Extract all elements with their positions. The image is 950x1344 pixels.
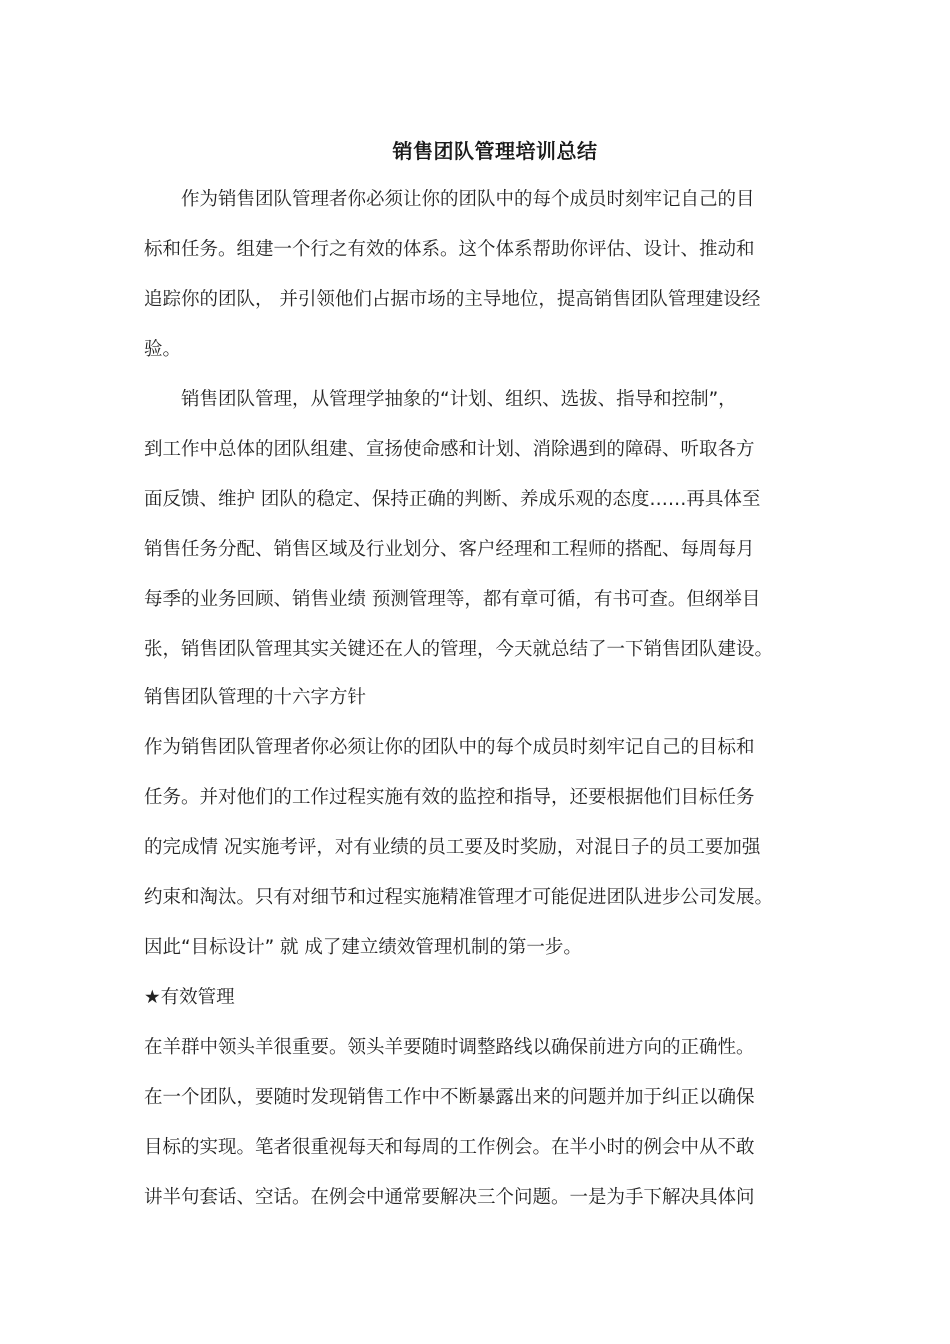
paragraph-1-line-2: 标和任务。组建一个行之有效的体系。这个体系帮助你评估、设计、推动和 [144, 239, 755, 260]
paragraph-3-line-3: 的完成情 况实施考评，对有业绩的员工要及时奖励，对混日子的员工要加强 [144, 837, 761, 858]
paragraph-2-line-3: 面反馈、维护 团队的稳定、保持正确的判断、养成乐观的态度……再具体至 [144, 489, 761, 510]
paragraph-3-line-1: 作为销售团队管理者你必须让你的团队中的每个成员时刻牢记自己的目标和 [144, 737, 755, 758]
paragraph-2-line-2: 到工作中总体的团队组建、宣扬使命感和计划、消除遇到的障碍、听取各方 [144, 439, 755, 460]
paragraph-4-line-4: 讲半句套话、空话。在例会中通常要解决三个问题。一是为手下解决具体问 [144, 1187, 755, 1208]
paragraph-3-line-5: 因此“目标设计” 就 成了建立绩效管理机制的第一步。 [144, 937, 582, 958]
paragraph-4-line-1: 在羊群中领头羊很重要。领头羊要随时调整路线以确保前进方向的正确性。 [144, 1037, 755, 1058]
paragraph-3-line-2: 任务。并对他们的工作过程实施有效的监控和指导，还要根据他们目标任务 [144, 787, 755, 808]
paragraph-4-line-3: 目标的实现。笔者很重视每天和每周的工作例会。在半小时的例会中从不敢 [144, 1137, 755, 1158]
section-heading-effective-management: ★有效管理 [144, 987, 235, 1008]
paragraph-1-line-1: 作为销售团队管理者你必须让你的团队中的每个成员时刻牢记自己的目 [181, 189, 755, 210]
section-heading-sixteen-principles: 销售团队管理的十六字方针 [144, 687, 367, 708]
paragraph-2-line-1: 销售团队管理，从管理学抽象的“计划、组织、选拔、指导和控制”， [181, 389, 737, 410]
paragraph-2-line-5: 每季的业务回顾、销售业绩 预测管理等，都有章可循，有书可查。但纲举目 [144, 589, 761, 610]
document-title: 销售团队管理培训总结 [392, 139, 598, 163]
paragraph-2-line-4: 销售任务分配、销售区域及行业划分、客户经理和工程师的搭配、每周每月 [144, 539, 755, 560]
paragraph-3-line-4: 约束和淘汰。只有对细节和过程实施精准管理才可能促进团队进步公司发展。 [144, 887, 774, 908]
paragraph-1-line-3: 追踪你的团队， 并引领他们占据市场的主导地位，提高销售团队管理建设经 [144, 289, 761, 310]
paragraph-2-line-6: 张，销售团队管理其实关键还在人的管理，今天就总结了一下销售团队建设。 [144, 639, 774, 660]
paragraph-1-line-4: 验。 [144, 339, 182, 360]
paragraph-4-line-2: 在一个团队，要随时发现销售工作中不断暴露出来的问题并加于纠正以确保 [144, 1087, 755, 1108]
